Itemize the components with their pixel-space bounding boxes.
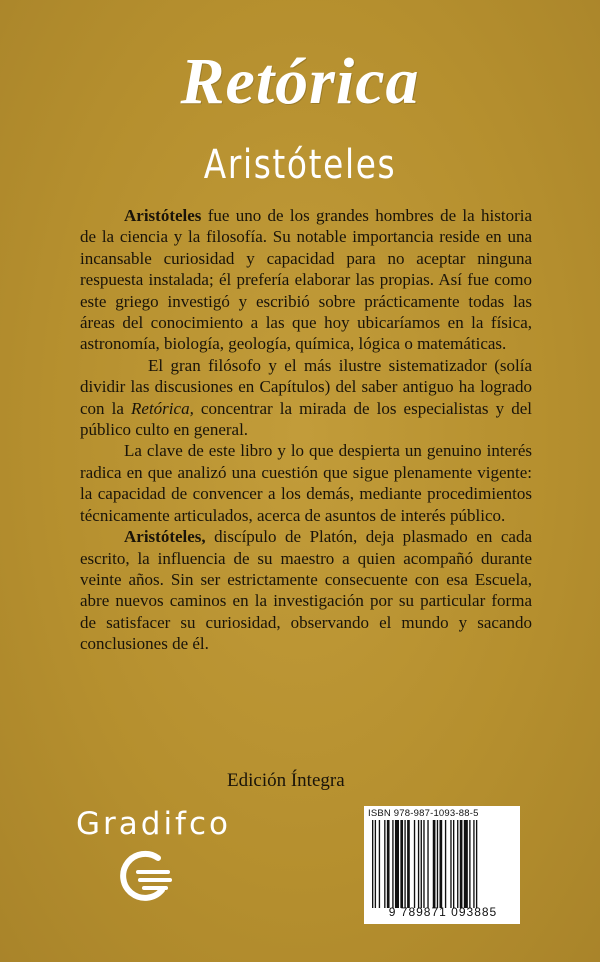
publisher-name: Gradifco: [76, 806, 231, 842]
paragraph-4-lead: Aristóteles,: [124, 527, 206, 547]
book-author: Aristóteles: [203, 142, 397, 188]
paragraph-2: [80, 355, 532, 441]
paragraph-1-lead: Aristóteles: [124, 206, 202, 225]
book-title: Retórica: [180, 45, 420, 118]
edition-label: Edición Íntegra: [227, 770, 345, 791]
barcode-icon: [372, 820, 514, 908]
publisher-logo-icon: [118, 850, 178, 902]
paragraph-2-text-b: concentrar la mirada de los especialistas y del público culto en general.: [80, 398, 532, 440]
isbn-label: ISBN 978-987-1093-88-5: [368, 808, 479, 819]
back-cover-text: [80, 205, 532, 655]
paragraph-1: [80, 205, 532, 355]
paragraph-2-italic: Retórica,: [131, 398, 194, 418]
paragraph-1-text: fue uno de los grandes hombres de la historia de la ciencia y la filosofía. Su notable importancia reside en una incansable curiosidad y capacidad para no aceptar ninguna respuesta instalada; él prefería elaborar las propias. Así fue como este griego investigó y escribió sobre prácticamente todas las áreas del conocimiento a las que hoy ubicaríamos en la física, astronomía, biología, geología, química, lógica o matemáticas.: [80, 206, 532, 354]
paragraph-4-text: discípulo de Platón, deja plasmado en cada escrito, la influencia de su maestro a quien acompañó durante veinte años. Sin ser estrictamente consecuente con esa Escuela, abre nuevos caminos en la investigación por su particular forma de satisfacer su curiosidad, observando el mundo y sacando conclusiones de él.: [80, 527, 532, 654]
paragraph-3-text: La clave de este libro y lo que despierta un genuino interés radica en que analizó una cuestión que sigue plenamente vigente: la capacidad de convencer a los demás, mediante procedimientos técnicamente articulados, acerca de asuntos de interés público.: [80, 441, 532, 525]
barcode-digits: 9 789871 093885: [388, 905, 498, 919]
paragraph-4: [80, 526, 532, 654]
paragraph-3: [80, 440, 532, 526]
paragraph-2-text-a: El gran filósofo y el más ilustre sistematizador (solía dividir las discusiones en Capítulos) del saber antiguo ha logrado con la: [80, 355, 532, 418]
